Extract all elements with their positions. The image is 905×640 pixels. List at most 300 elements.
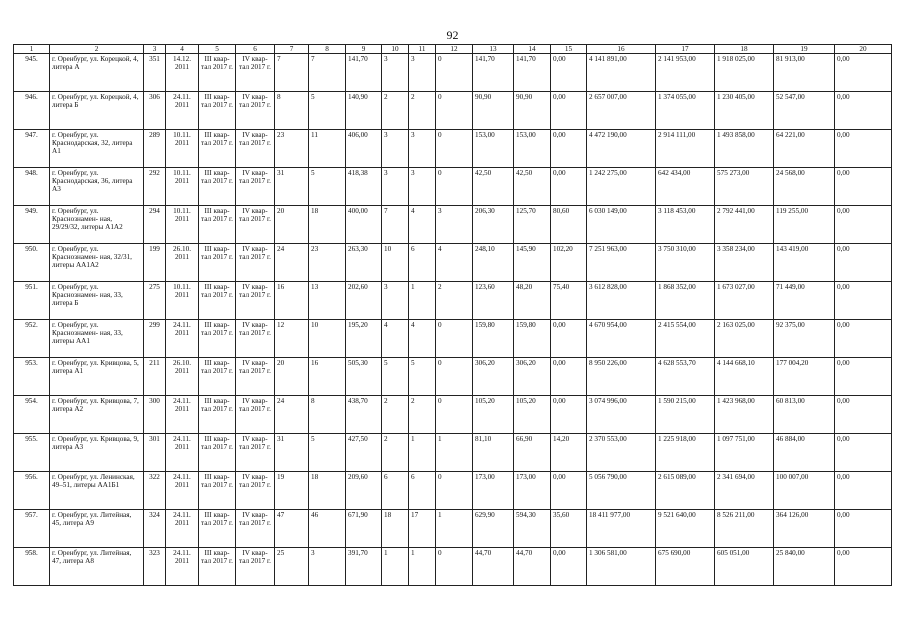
register-table [13,44,892,586]
area-a-cell: 48,20 [514,282,551,320]
table-row [14,92,892,130]
cost-city-cell: 52 547,00 [774,92,835,130]
col-7-cell: 19 [275,472,309,510]
column-number-header: 19 [774,45,835,54]
col-12-cell: 0 [436,358,473,396]
date-cell: 24.11. 2011 [166,472,199,510]
cost-fund-cell: 1 868 352,00 [656,282,715,320]
table-row [14,320,892,358]
col-7-cell: 24 [275,396,309,434]
col-11-cell: 6 [409,472,436,510]
area-total-cell: 81,10 [473,434,514,472]
start-period-cell: III квар- тал 2017 г. [199,130,236,168]
end-period-cell: IV квар- тал 2017 г. [236,282,275,320]
col-11-cell: 3 [409,130,436,168]
col-10-cell: 3 [382,54,409,92]
start-period-cell: III квар- тал 2017 г. [199,472,236,510]
row-number-cell: 953. [14,358,50,396]
cost-total-cell: 8 950 226,00 [587,358,656,396]
column-number-header: 20 [835,45,892,54]
area-total-cell: 159,80 [473,320,514,358]
col-11-cell: 5 [409,358,436,396]
col-10-cell: 18 [382,510,409,548]
cost-fund-cell: 2 141 953,00 [656,54,715,92]
date-cell: 24.11. 2011 [166,434,199,472]
area-a-cell: 105,20 [514,396,551,434]
cost-fund-cell: 2 615 089,00 [656,472,715,510]
col-8-cell: 5 [309,434,346,472]
cost-fund-cell: 4 628 553,70 [656,358,715,396]
cost-region-cell: 3 358 234,00 [715,244,774,282]
area-a-cell: 145,90 [514,244,551,282]
area-total-cell: 306,20 [473,358,514,396]
col-10-cell: 2 [382,434,409,472]
start-period-cell: III квар- тал 2017 г. [199,168,236,206]
cost-other-cell: 0,00 [835,168,892,206]
area-b-cell: 0,00 [551,548,587,586]
total-area-cell: 209,60 [346,472,382,510]
total-area-cell: 140,90 [346,92,382,130]
col-10-cell: 4 [382,320,409,358]
start-period-cell: III квар- тал 2017 г. [199,92,236,130]
end-period-cell: IV квар- тал 2017 г. [236,92,275,130]
area-total-cell: 123,60 [473,282,514,320]
date-cell: 24.11. 2011 [166,396,199,434]
cost-city-cell: 25 840,00 [774,548,835,586]
end-period-cell: IV квар- тал 2017 г. [236,206,275,244]
row-number-cell: 952. [14,320,50,358]
col-7-cell: 7 [275,54,309,92]
cost-fund-cell: 1 225 918,00 [656,434,715,472]
row-number-cell: 955. [14,434,50,472]
total-area-cell: 505,30 [346,358,382,396]
end-period-cell: IV квар- тал 2017 г. [236,54,275,92]
col-8-cell: 5 [309,168,346,206]
cost-other-cell: 0,00 [835,206,892,244]
table-row [14,130,892,168]
col-7-cell: 47 [275,510,309,548]
end-period-cell: IV квар- тал 2017 г. [236,358,275,396]
col-11-cell: 4 [409,206,436,244]
address-cell: г. Оренбург, ул. Корецкой, 4, литера А [50,54,144,92]
column-number-header: 1 [14,45,50,54]
column-number-header: 17 [656,45,715,54]
cost-region-cell: 2 341 694,00 [715,472,774,510]
date-cell: 14.12. 2011 [166,54,199,92]
area-b-cell: 80,60 [551,206,587,244]
start-period-cell: III квар- тал 2017 г. [199,434,236,472]
row-number-cell: 958. [14,548,50,586]
date-cell: 24.11. 2011 [166,320,199,358]
cost-other-cell: 0,00 [835,92,892,130]
area-b-cell: 0,00 [551,130,587,168]
registry-number-cell: 211 [144,358,166,396]
area-b-cell: 102,20 [551,244,587,282]
table-row [14,358,892,396]
col-12-cell: 4 [436,244,473,282]
row-number-cell: 956. [14,472,50,510]
date-cell: 10.11. 2011 [166,168,199,206]
area-b-cell: 0,00 [551,358,587,396]
col-12-cell: 0 [436,472,473,510]
date-cell: 10.11. 2011 [166,282,199,320]
row-number-cell: 957. [14,510,50,548]
cost-region-cell: 4 144 668,10 [715,358,774,396]
registry-number-cell: 322 [144,472,166,510]
area-total-cell: 90,90 [473,92,514,130]
area-a-cell: 153,00 [514,130,551,168]
area-a-cell: 66,90 [514,434,551,472]
cost-fund-cell: 1 374 055,00 [656,92,715,130]
registry-number-cell: 301 [144,434,166,472]
cost-city-cell: 46 884,00 [774,434,835,472]
table-row [14,548,892,586]
cost-total-cell: 2 657 007,00 [587,92,656,130]
end-period-cell: IV квар- тал 2017 г. [236,472,275,510]
cost-fund-cell: 1 590 215,00 [656,396,715,434]
start-period-cell: III квар- тал 2017 г. [199,54,236,92]
area-total-cell: 173,00 [473,472,514,510]
col-8-cell: 11 [309,130,346,168]
col-11-cell: 1 [409,434,436,472]
area-a-cell: 90,90 [514,92,551,130]
col-8-cell: 46 [309,510,346,548]
address-cell: г. Оренбург, ул. Кривцова, 9, литера А3 [50,434,144,472]
registry-number-cell: 299 [144,320,166,358]
date-cell: 24.11. 2011 [166,548,199,586]
column-number-header: 15 [551,45,587,54]
col-12-cell: 0 [436,130,473,168]
area-b-cell: 0,00 [551,92,587,130]
cost-total-cell: 18 411 977,00 [587,510,656,548]
column-number-row [14,45,892,54]
cost-other-cell: 0,00 [835,396,892,434]
total-area-cell: 195,20 [346,320,382,358]
cost-other-cell: 0,00 [835,244,892,282]
area-a-cell: 42,50 [514,168,551,206]
column-number-header: 10 [382,45,409,54]
area-total-cell: 44,70 [473,548,514,586]
cost-total-cell: 3 612 828,00 [587,282,656,320]
area-total-cell: 248,10 [473,244,514,282]
area-total-cell: 153,00 [473,130,514,168]
cost-other-cell: 0,00 [835,358,892,396]
column-number-header: 18 [715,45,774,54]
table-row [14,510,892,548]
registry-number-cell: 294 [144,206,166,244]
table-row [14,434,892,472]
address-cell: г. Оренбург, ул. Кривцова, 7, литера А2 [50,396,144,434]
area-total-cell: 141,70 [473,54,514,92]
total-area-cell: 141,70 [346,54,382,92]
total-area-cell: 202,60 [346,282,382,320]
col-11-cell: 4 [409,320,436,358]
area-b-cell: 0,00 [551,320,587,358]
column-number-header: 8 [309,45,346,54]
start-period-cell: III квар- тал 2017 г. [199,510,236,548]
column-number-header: 9 [346,45,382,54]
start-period-cell: III квар- тал 2017 г. [199,206,236,244]
area-b-cell: 35,60 [551,510,587,548]
cost-other-cell: 0,00 [835,130,892,168]
col-12-cell: 1 [436,510,473,548]
cost-fund-cell: 3 750 310,00 [656,244,715,282]
col-7-cell: 16 [275,282,309,320]
col-12-cell: 3 [436,206,473,244]
area-total-cell: 206,30 [473,206,514,244]
address-cell: г. Оренбург, ул. Литейная, 47, литера А8 [50,548,144,586]
cost-region-cell: 1 493 858,00 [715,130,774,168]
col-7-cell: 8 [275,92,309,130]
col-8-cell: 13 [309,282,346,320]
cost-other-cell: 0,00 [835,282,892,320]
cost-city-cell: 100 007,00 [774,472,835,510]
area-b-cell: 75,40 [551,282,587,320]
date-cell: 10.11. 2011 [166,130,199,168]
table-row [14,472,892,510]
start-period-cell: III квар- тал 2017 г. [199,396,236,434]
cost-other-cell: 0,00 [835,320,892,358]
area-total-cell: 42,50 [473,168,514,206]
address-cell: г. Оренбург, ул. Корецкой, 4, литера Б [50,92,144,130]
cost-region-cell: 1 918 025,00 [715,54,774,92]
cost-total-cell: 2 370 553,00 [587,434,656,472]
cost-fund-cell: 675 690,00 [656,548,715,586]
row-number-cell: 949. [14,206,50,244]
col-7-cell: 25 [275,548,309,586]
address-cell: г. Оренбург, ул. Краснознамен- ная, 32/31, литеры АА1А2 [50,244,144,282]
page-number: 92 [446,28,459,42]
cost-region-cell: 1 230 405,00 [715,92,774,130]
col-12-cell: 1 [436,434,473,472]
area-b-cell: 0,00 [551,396,587,434]
col-11-cell: 2 [409,396,436,434]
date-cell: 24.11. 2011 [166,92,199,130]
registry-number-cell: 351 [144,54,166,92]
area-b-cell: 14,20 [551,434,587,472]
col-12-cell: 2 [436,282,473,320]
col-10-cell: 2 [382,92,409,130]
cost-total-cell: 6 030 149,00 [587,206,656,244]
cost-city-cell: 60 813,00 [774,396,835,434]
registry-number-cell: 300 [144,396,166,434]
cost-region-cell: 575 273,00 [715,168,774,206]
area-b-cell: 0,00 [551,472,587,510]
col-8-cell: 16 [309,358,346,396]
address-cell: г. Оренбург, ул. Кривцова, 5, литера А1 [50,358,144,396]
area-a-cell: 594,30 [514,510,551,548]
row-number-cell: 945. [14,54,50,92]
row-number-cell: 951. [14,282,50,320]
col-7-cell: 31 [275,168,309,206]
end-period-cell: IV квар- тал 2017 г. [236,510,275,548]
cost-region-cell: 1 097 751,00 [715,434,774,472]
area-a-cell: 44,70 [514,548,551,586]
cost-total-cell: 4 670 954,00 [587,320,656,358]
end-period-cell: IV квар- тал 2017 г. [236,548,275,586]
cost-region-cell: 605 051,00 [715,548,774,586]
registry-number-cell: 306 [144,92,166,130]
cost-city-cell: 71 449,00 [774,282,835,320]
col-11-cell: 1 [409,282,436,320]
cost-total-cell: 5 056 790,00 [587,472,656,510]
area-a-cell: 141,70 [514,54,551,92]
table-row [14,244,892,282]
address-cell: г. Оренбург, ул. Краснознамен- ная, 29/29/32, литеры А1А2 [50,206,144,244]
total-area-cell: 671,90 [346,510,382,548]
cost-city-cell: 177 004,20 [774,358,835,396]
cost-region-cell: 2 792 441,00 [715,206,774,244]
column-number-header: 14 [514,45,551,54]
col-10-cell: 7 [382,206,409,244]
col-12-cell: 0 [436,396,473,434]
cost-fund-cell: 3 118 453,00 [656,206,715,244]
cost-region-cell: 1 673 027,00 [715,282,774,320]
area-a-cell: 125,70 [514,206,551,244]
cost-city-cell: 64 221,00 [774,130,835,168]
col-12-cell: 0 [436,92,473,130]
col-8-cell: 7 [309,54,346,92]
total-area-cell: 418,38 [346,168,382,206]
end-period-cell: IV квар- тал 2017 г. [236,320,275,358]
col-11-cell: 1 [409,548,436,586]
column-number-header: 5 [199,45,236,54]
col-10-cell: 10 [382,244,409,282]
start-period-cell: III квар- тал 2017 г. [199,244,236,282]
total-area-cell: 427,50 [346,434,382,472]
cost-city-cell: 92 375,00 [774,320,835,358]
col-7-cell: 24 [275,244,309,282]
col-10-cell: 5 [382,358,409,396]
cost-total-cell: 4 472 190,00 [587,130,656,168]
col-12-cell: 0 [436,320,473,358]
column-number-header: 11 [409,45,436,54]
cost-other-cell: 0,00 [835,54,892,92]
column-number-header: 4 [166,45,199,54]
row-number-cell: 946. [14,92,50,130]
row-number-cell: 950. [14,244,50,282]
date-cell: 10.11. 2011 [166,206,199,244]
col-8-cell: 3 [309,548,346,586]
total-area-cell: 263,30 [346,244,382,282]
col-8-cell: 23 [309,244,346,282]
area-b-cell: 0,00 [551,54,587,92]
cost-total-cell: 1 242 275,00 [587,168,656,206]
column-number-header: 16 [587,45,656,54]
col-8-cell: 5 [309,92,346,130]
total-area-cell: 391,70 [346,548,382,586]
start-period-cell: III квар- тал 2017 г. [199,320,236,358]
cost-fund-cell: 2 914 111,00 [656,130,715,168]
col-8-cell: 8 [309,396,346,434]
cost-total-cell: 3 074 996,00 [587,396,656,434]
address-cell: г. Оренбург, ул. Ленинская, 49–51, литеры АА1Б1 [50,472,144,510]
col-8-cell: 18 [309,472,346,510]
cost-other-cell: 0,00 [835,472,892,510]
cost-city-cell: 119 255,00 [774,206,835,244]
total-area-cell: 438,70 [346,396,382,434]
registry-number-cell: 323 [144,548,166,586]
total-area-cell: 406,00 [346,130,382,168]
col-7-cell: 20 [275,206,309,244]
col-8-cell: 18 [309,206,346,244]
table-row [14,168,892,206]
address-cell: г. Оренбург, ул. Краснознамен- ная, 33, литера Б [50,282,144,320]
col-10-cell: 6 [382,472,409,510]
total-area-cell: 400,00 [346,206,382,244]
cost-other-cell: 0,00 [835,434,892,472]
cost-other-cell: 0,00 [835,548,892,586]
end-period-cell: IV квар- тал 2017 г. [236,130,275,168]
col-7-cell: 12 [275,320,309,358]
table-row [14,282,892,320]
col-10-cell: 3 [382,282,409,320]
area-b-cell: 0,00 [551,168,587,206]
col-11-cell: 3 [409,168,436,206]
column-number-header: 6 [236,45,275,54]
col-7-cell: 31 [275,434,309,472]
col-10-cell: 3 [382,130,409,168]
col-11-cell: 17 [409,510,436,548]
table-row [14,54,892,92]
cost-region-cell: 1 423 968,00 [715,396,774,434]
col-10-cell: 3 [382,168,409,206]
col-7-cell: 20 [275,358,309,396]
column-number-header: 7 [275,45,309,54]
row-number-cell: 947. [14,130,50,168]
cost-fund-cell: 642 434,00 [656,168,715,206]
address-cell: г. Оренбург, ул. Краснодарская, 36, литера А3 [50,168,144,206]
col-11-cell: 3 [409,54,436,92]
cost-total-cell: 7 251 963,00 [587,244,656,282]
end-period-cell: IV квар- тал 2017 г. [236,244,275,282]
cost-total-cell: 4 141 891,00 [587,54,656,92]
table-body [14,54,892,586]
cost-total-cell: 1 306 581,00 [587,548,656,586]
col-12-cell: 0 [436,168,473,206]
col-12-cell: 0 [436,548,473,586]
area-a-cell: 173,00 [514,472,551,510]
column-number-header: 2 [50,45,144,54]
cost-city-cell: 24 568,00 [774,168,835,206]
address-cell: г. Оренбург, ул. Литейная, 45, литера А9 [50,510,144,548]
date-cell: 26.10. 2011 [166,244,199,282]
end-period-cell: IV квар- тал 2017 г. [236,168,275,206]
registry-number-cell: 324 [144,510,166,548]
cost-other-cell: 0,00 [835,510,892,548]
column-number-header: 13 [473,45,514,54]
cost-city-cell: 81 913,00 [774,54,835,92]
registry-number-cell: 199 [144,244,166,282]
col-10-cell: 1 [382,548,409,586]
end-period-cell: IV квар- тал 2017 г. [236,396,275,434]
address-cell: г. Оренбург, ул. Краснодарская, 32, литера А1 [50,130,144,168]
area-total-cell: 629,90 [473,510,514,548]
registry-number-cell: 289 [144,130,166,168]
start-period-cell: III квар- тал 2017 г. [199,548,236,586]
area-total-cell: 105,20 [473,396,514,434]
table-row [14,396,892,434]
start-period-cell: III квар- тал 2017 г. [199,282,236,320]
date-cell: 24.11. 2011 [166,510,199,548]
start-period-cell: III квар- тал 2017 г. [199,358,236,396]
cost-region-cell: 8 526 211,00 [715,510,774,548]
cost-city-cell: 143 419,00 [774,244,835,282]
col-10-cell: 2 [382,396,409,434]
col-7-cell: 23 [275,130,309,168]
row-number-cell: 954. [14,396,50,434]
col-8-cell: 10 [309,320,346,358]
